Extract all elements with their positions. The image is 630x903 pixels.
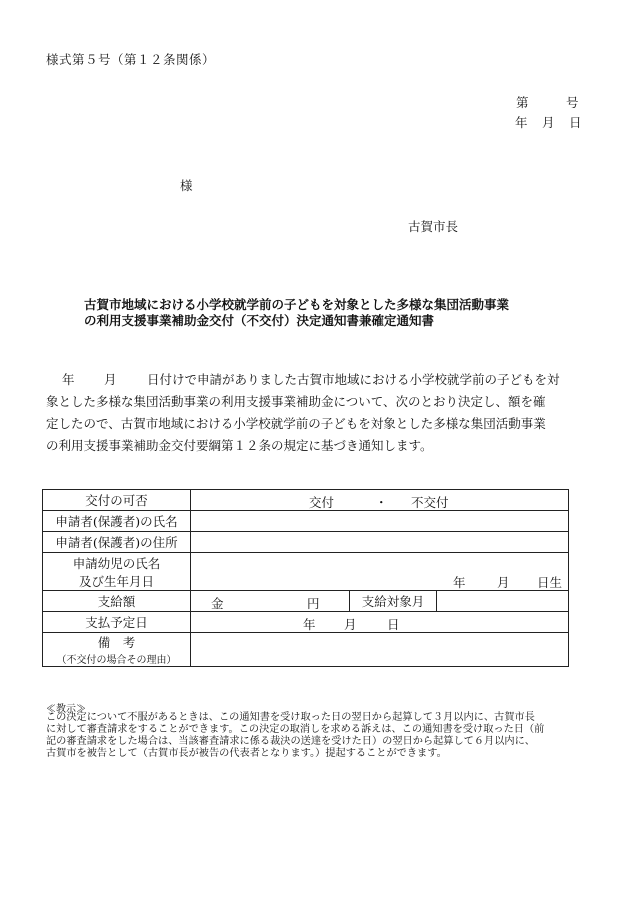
grant-status-cell[interactable] bbox=[191, 490, 569, 511]
target-month-cell[interactable] bbox=[437, 591, 569, 612]
table-row bbox=[43, 553, 569, 591]
number-go-label: 号 bbox=[566, 95, 579, 110]
issue-month-label: 月 bbox=[542, 115, 555, 130]
birth-month-label: 月 bbox=[497, 575, 510, 590]
payment-amount-cell[interactable] bbox=[191, 591, 350, 612]
issue-day-label: 日 bbox=[569, 115, 582, 130]
document-title bbox=[84, 297, 509, 329]
child-name-birth-label bbox=[43, 553, 191, 591]
payment-amount-label: 支給額 bbox=[43, 591, 191, 612]
form-number: 様式第５号（第１２条関係） bbox=[46, 52, 216, 67]
body-line-3: 定したので、古賀市地域における小学校就学前の子どもを対象とした多様な集団活動事業 bbox=[46, 416, 546, 431]
notice-heading: ≪教示≫ bbox=[46, 704, 86, 715]
notice-body bbox=[46, 712, 591, 760]
issue-year-label: 年 bbox=[515, 115, 528, 130]
body-line-2: 象とした多様な集団活動事業の利用支援事業補助金について、次のとおり決定し、額を確 bbox=[46, 394, 546, 409]
child-name-birth-cell[interactable] bbox=[191, 553, 569, 591]
grant-option: 交付 bbox=[309, 495, 335, 510]
birth-day-label: 日生 bbox=[537, 575, 563, 590]
title-line-1: 古賀市地域における小学校就学前の子どもを対象とした多様な集団活動事業 bbox=[84, 297, 510, 312]
amount-yen-label: 円 bbox=[307, 596, 320, 611]
remarks-cell[interactable] bbox=[191, 633, 569, 667]
payment-date-label: 支払予定日 bbox=[43, 612, 191, 633]
notice-line-1: この決定について不服があるときは、この通知書を受け取った日の翌日から起算して３月以内に、古賀市長 bbox=[46, 712, 535, 723]
applicant-name-label: 申請者(保護者)の氏名 bbox=[43, 511, 191, 532]
target-month-label: 支給対象月 bbox=[350, 591, 437, 612]
body-month: 月 bbox=[104, 372, 117, 387]
payment-day-label: 日 bbox=[387, 617, 400, 632]
payment-month-label: 月 bbox=[344, 617, 357, 632]
title-line-2: の利用支援事業補助金交付（不交付）決定通知書兼確定通知書 bbox=[84, 313, 435, 328]
notice-line-2: に対して審査請求をすることができます。この決定の取消しを求める訴えは、この通知書を受け取った日（前 bbox=[46, 724, 545, 735]
table-row bbox=[43, 532, 569, 553]
child-name-label: 申請幼児の氏名 bbox=[72, 555, 161, 571]
issuer-name: 古賀市長 bbox=[408, 219, 459, 234]
applicant-address-label: 申請者(保護者)の住所 bbox=[43, 532, 191, 553]
table-row bbox=[43, 591, 569, 612]
grant-status-label: 交付の可否 bbox=[43, 490, 191, 511]
recipient-suffix: 様 bbox=[180, 178, 193, 193]
remarks-label bbox=[43, 633, 191, 667]
payment-date-cell[interactable] bbox=[191, 612, 569, 633]
notice-line-3: 記の審査請求をした場合は、当該審査請求に係る裁決の送達を受けた日）の翌日から起算して６月以内に、 bbox=[46, 736, 535, 747]
birth-year-label: 年 bbox=[453, 575, 466, 590]
remarks-subtitle: （不交付の場合その理由） bbox=[56, 655, 177, 666]
table-row bbox=[43, 612, 569, 633]
number-dai-label: 第 bbox=[516, 95, 529, 110]
table-row bbox=[43, 511, 569, 532]
remarks-title: 備 考 bbox=[97, 635, 136, 650]
payment-year-label: 年 bbox=[303, 617, 316, 632]
body-year: 年 bbox=[62, 372, 75, 387]
table-row bbox=[43, 490, 569, 511]
body-line-4: の利用支援事業補助金交付要綱第１２条の規定に基づき通知します。 bbox=[46, 438, 433, 453]
applicant-address-cell[interactable] bbox=[191, 532, 569, 553]
applicant-name-cell[interactable] bbox=[191, 511, 569, 532]
option-separator: ・ bbox=[375, 495, 388, 510]
no-grant-option: 不交付 bbox=[411, 495, 449, 510]
body-line-1: 日付けで申請がありました古賀市地域における小学校就学前の子どもを対 bbox=[147, 372, 560, 387]
child-birth-label: 及び生年月日 bbox=[78, 573, 154, 589]
notice-line-4: 古賀市を被告として（古賀市長が被告の代表者となります。）提起することができます。 bbox=[46, 748, 447, 759]
amount-kin-label: 金 bbox=[211, 596, 224, 611]
decision-table bbox=[42, 489, 569, 667]
table-row bbox=[43, 633, 569, 667]
